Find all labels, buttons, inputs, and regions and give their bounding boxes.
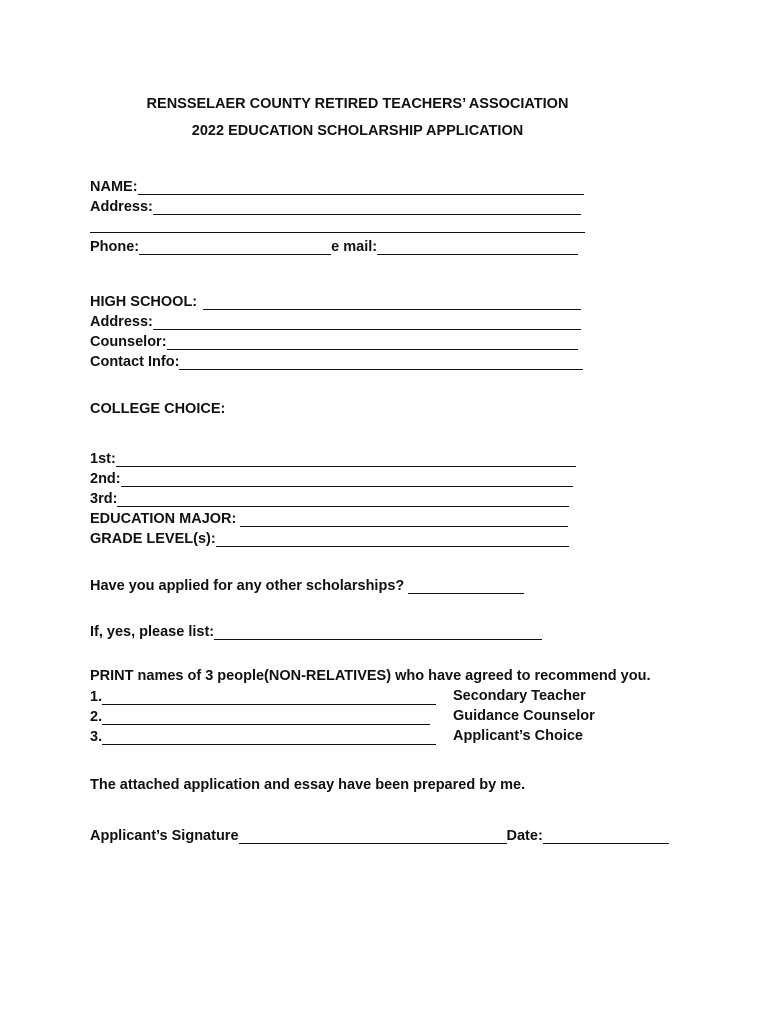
contact-row [90, 352, 583, 370]
college-first-field[interactable] [116, 452, 576, 467]
address-field[interactable] [153, 200, 581, 215]
association-title: RENSSELAER COUNTY RETIRED TEACHERS’ ASSOCIATION [146, 96, 569, 112]
high-school-field[interactable] [203, 295, 581, 310]
recommender-row [90, 707, 430, 725]
other-scholarships-field[interactable] [408, 579, 524, 594]
college-second-label: 2nd: [90, 471, 121, 487]
college-third-row [90, 489, 569, 507]
scholarship-list-row [90, 622, 542, 640]
high-school-label: HIGH SCHOOL: [90, 294, 198, 310]
grade-row [90, 529, 569, 547]
recommender-row [90, 687, 436, 705]
recommenders-instruction: PRINT names of 3 people(NON-RELATIVES) who have agreed to recommend you. [90, 668, 651, 684]
counselor-field[interactable] [167, 335, 578, 350]
date-field[interactable] [543, 829, 669, 844]
name-label: NAME: [90, 179, 138, 195]
high-school-row [90, 292, 581, 310]
counselor-row [90, 332, 578, 350]
recommender-role: Applicant’s Choice [453, 728, 583, 744]
hs-address-field[interactable] [153, 315, 581, 330]
college-choice-heading: COLLEGE CHOICE: [90, 401, 226, 417]
email-label: e mail: [331, 239, 378, 255]
major-field[interactable] [240, 512, 568, 527]
email-field[interactable] [377, 240, 578, 255]
college-first-row [90, 449, 576, 467]
declaration-text: The attached application and essay have been prepared by me. [90, 777, 526, 793]
name-field[interactable] [138, 180, 584, 195]
other-scholarships-row [90, 576, 524, 594]
recommender-1-field[interactable] [102, 690, 436, 705]
college-second-row [90, 469, 573, 487]
grade-field[interactable] [216, 532, 569, 547]
recommender-row [90, 727, 436, 745]
recommender-role: Secondary Teacher [453, 688, 586, 704]
recommender-number: 1. [90, 689, 103, 705]
date-label: Date: [506, 828, 543, 844]
hs-address-label: Address: [90, 314, 153, 330]
college-second-field[interactable] [121, 472, 573, 487]
signature-field[interactable] [239, 829, 507, 844]
address-row [90, 197, 581, 215]
major-row [90, 509, 568, 527]
contact-field[interactable] [179, 355, 583, 370]
recommender-role: Guidance Counselor [453, 708, 595, 724]
scholarship-list-label: If, yes, please list: [90, 624, 215, 640]
college-first-label: 1st: [90, 451, 116, 467]
recommender-number: 2. [90, 709, 103, 725]
recommender-2-field[interactable] [102, 710, 430, 725]
counselor-label: Counselor: [90, 334, 167, 350]
phone-label: Phone: [90, 239, 140, 255]
major-label: EDUCATION MAJOR: [90, 511, 237, 527]
college-third-label: 3rd: [90, 491, 118, 507]
scholarship-list-field[interactable] [214, 625, 542, 640]
recommender-number: 3. [90, 729, 103, 745]
phone-email-row [90, 237, 578, 255]
contact-label: Contact Info: [90, 354, 180, 370]
signature-label: Applicant’s Signature [90, 828, 239, 844]
phone-field[interactable] [139, 240, 331, 255]
address-label: Address: [90, 199, 153, 215]
grade-label: GRADE LEVEL(s): [90, 531, 216, 547]
college-third-field[interactable] [117, 492, 569, 507]
recommender-3-field[interactable] [102, 730, 436, 745]
name-row [90, 177, 584, 195]
application-title: 2022 EDUCATION SCHOLARSHIP APPLICATION [191, 123, 524, 139]
signature-row [90, 826, 669, 844]
address-field-line2[interactable] [90, 232, 585, 233]
other-scholarships-question: Have you applied for any other scholarships? [90, 578, 405, 594]
hs-address-row [90, 312, 581, 330]
